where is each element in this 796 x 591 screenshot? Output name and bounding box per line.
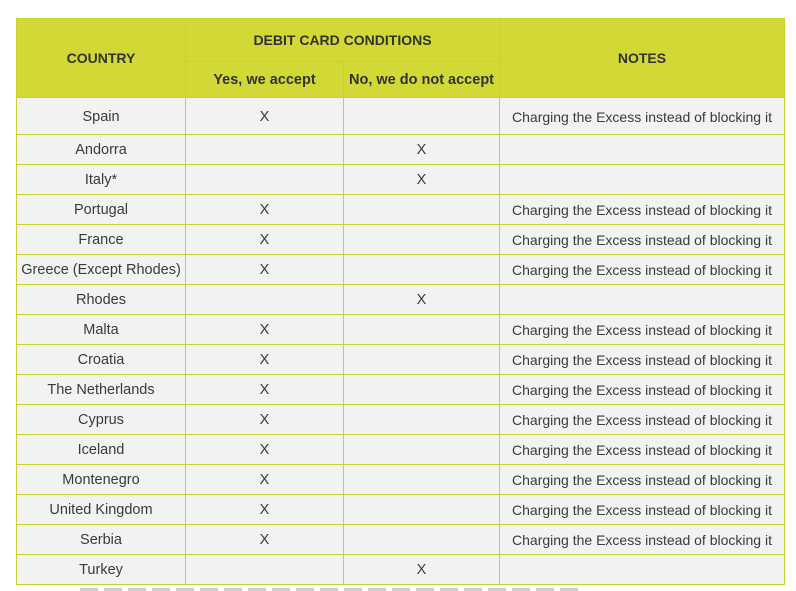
- accept-cell: [186, 285, 344, 315]
- country-cell: Cyprus: [17, 405, 186, 435]
- country-cell: The Netherlands: [17, 375, 186, 405]
- table-row: [17, 165, 785, 195]
- footnote-line: [80, 585, 580, 591]
- not-accept-cell: [344, 345, 500, 375]
- table-header: [17, 19, 785, 98]
- note-cell: [500, 285, 785, 315]
- country-header: COUNTRY: [17, 19, 186, 98]
- accept-cell: X: [186, 345, 344, 375]
- accept-cell: X: [186, 495, 344, 525]
- table-row: [17, 405, 785, 435]
- accept-cell: X: [186, 225, 344, 255]
- table-row: [17, 525, 785, 555]
- not-accept-cell: X: [344, 285, 500, 315]
- debit-card-conditions-table: [16, 18, 785, 585]
- not-accept-header: No, we do not accept: [344, 62, 500, 98]
- accept-cell: X: [186, 405, 344, 435]
- table-row: [17, 375, 785, 405]
- note-cell: Charging the Excess instead of blocking it: [500, 375, 785, 405]
- country-cell: France: [17, 225, 186, 255]
- country-cell: Croatia: [17, 345, 186, 375]
- not-accept-cell: X: [344, 135, 500, 165]
- accept-cell: X: [186, 315, 344, 345]
- debit-card-conditions-header: DEBIT CARD CONDITIONS: [186, 19, 500, 62]
- accept-cell: [186, 165, 344, 195]
- note-cell: [500, 555, 785, 585]
- table-body: [17, 98, 785, 585]
- not-accept-cell: [344, 465, 500, 495]
- country-cell: Malta: [17, 315, 186, 345]
- not-accept-cell: X: [344, 165, 500, 195]
- table-row: [17, 255, 785, 285]
- table-row: [17, 465, 785, 495]
- accept-cell: X: [186, 98, 344, 135]
- table-row: [17, 345, 785, 375]
- note-cell: Charging the Excess instead of blocking it: [500, 405, 785, 435]
- country-cell: Italy*: [17, 165, 186, 195]
- accept-header: Yes, we accept: [186, 62, 344, 98]
- table-row: [17, 135, 785, 165]
- table-row: [17, 435, 785, 465]
- accept-cell: [186, 555, 344, 585]
- country-cell: Turkey: [17, 555, 186, 585]
- table-row: [17, 315, 785, 345]
- country-cell: Andorra: [17, 135, 186, 165]
- note-cell: Charging the Excess instead of blocking it: [500, 195, 785, 225]
- accept-cell: X: [186, 525, 344, 555]
- note-cell: Charging the Excess instead of blocking it: [500, 525, 785, 555]
- country-cell: Spain: [17, 98, 186, 135]
- note-cell: Charging the Excess instead of blocking it: [500, 465, 785, 495]
- table-row: [17, 555, 785, 585]
- not-accept-cell: [344, 495, 500, 525]
- note-cell: [500, 135, 785, 165]
- note-cell: Charging the Excess instead of blocking it: [500, 255, 785, 285]
- country-cell: Greece (Except Rhodes): [17, 255, 186, 285]
- note-cell: Charging the Excess instead of blocking it: [500, 225, 785, 255]
- accept-cell: X: [186, 195, 344, 225]
- accept-cell: X: [186, 465, 344, 495]
- not-accept-cell: [344, 195, 500, 225]
- table-row: [17, 285, 785, 315]
- accept-cell: [186, 135, 344, 165]
- accept-cell: X: [186, 375, 344, 405]
- country-cell: Serbia: [17, 525, 186, 555]
- country-cell: Iceland: [17, 435, 186, 465]
- not-accept-cell: X: [344, 555, 500, 585]
- note-cell: Charging the Excess instead of blocking it: [500, 315, 785, 345]
- not-accept-cell: [344, 315, 500, 345]
- table-row: [17, 495, 785, 525]
- table-row: [17, 225, 785, 255]
- note-cell: [500, 165, 785, 195]
- not-accept-cell: [344, 405, 500, 435]
- table-row: [17, 98, 785, 135]
- country-cell: Montenegro: [17, 465, 186, 495]
- not-accept-cell: [344, 525, 500, 555]
- note-cell: Charging the Excess instead of blocking it: [500, 98, 785, 135]
- accept-cell: X: [186, 435, 344, 465]
- notes-header: NOTES: [500, 19, 785, 98]
- not-accept-cell: [344, 98, 500, 135]
- country-cell: Portugal: [17, 195, 186, 225]
- note-cell: Charging the Excess instead of blocking it: [500, 345, 785, 375]
- country-cell: United Kingdom: [17, 495, 186, 525]
- not-accept-cell: [344, 225, 500, 255]
- table-row: [17, 195, 785, 225]
- note-cell: Charging the Excess instead of blocking it: [500, 435, 785, 465]
- accept-cell: X: [186, 255, 344, 285]
- not-accept-cell: [344, 435, 500, 465]
- country-cell: Rhodes: [17, 285, 186, 315]
- note-cell: Charging the Excess instead of blocking it: [500, 495, 785, 525]
- not-accept-cell: [344, 255, 500, 285]
- not-accept-cell: [344, 375, 500, 405]
